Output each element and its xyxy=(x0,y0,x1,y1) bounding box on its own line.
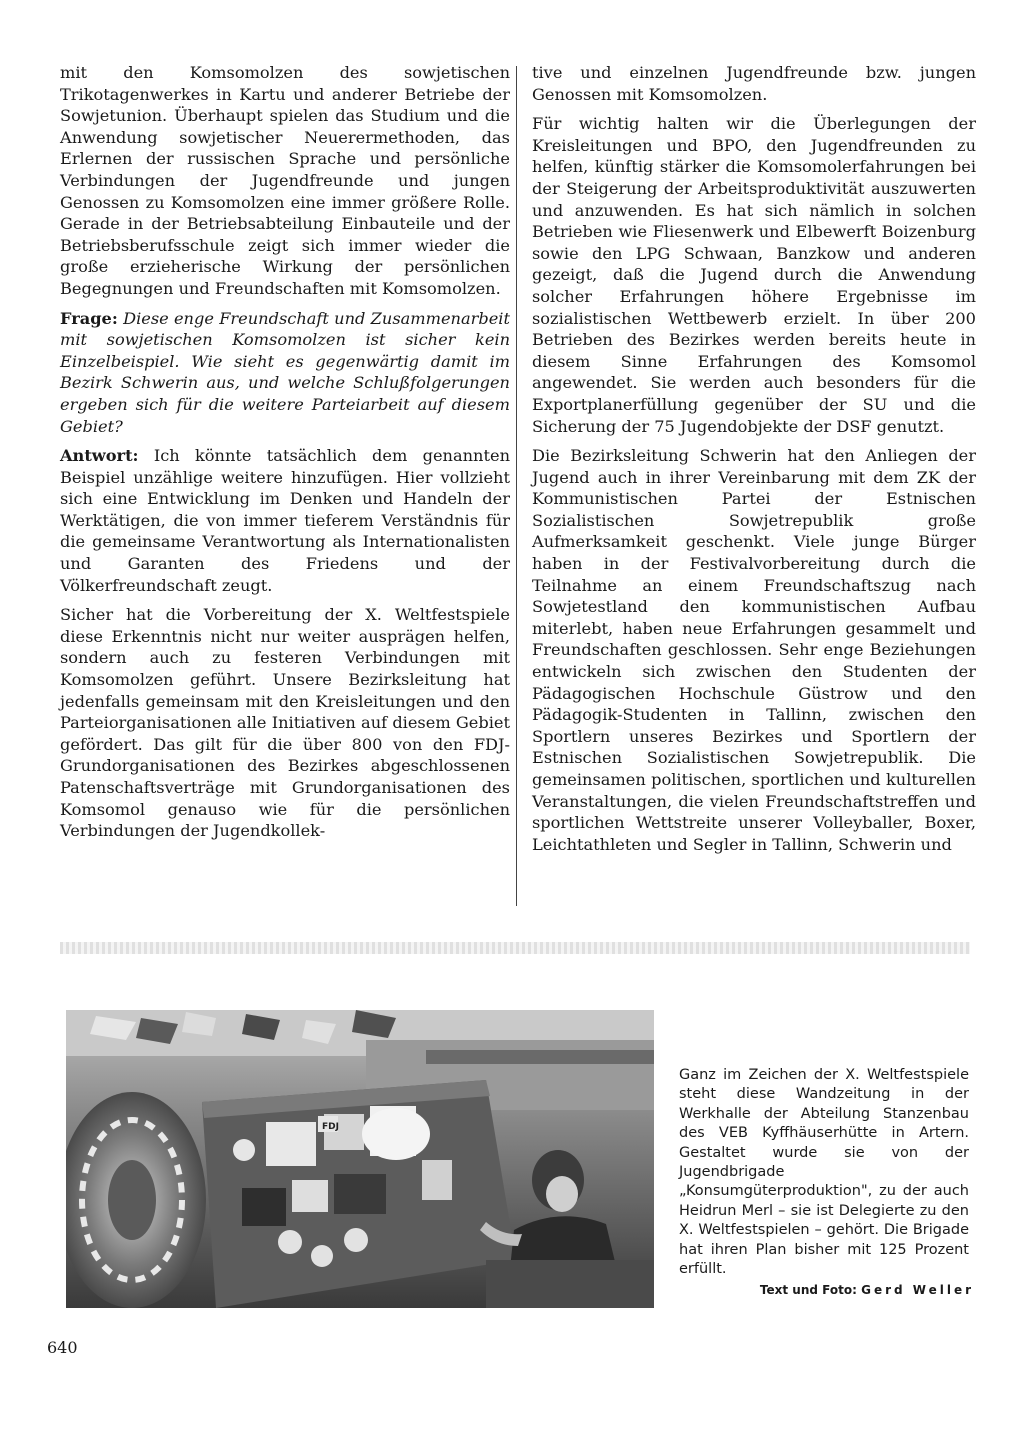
answer-text: Ich könnte tatsächlich dem genannten Beispiel unzählige weitere hinzufügen. Hier vollzieht sich eine Entwicklung im Denken und Handeln der Werktätigen, die von immer tieferem Verständnis für die gemeinsame Verantwortung als Internationalisten und Garanten des Friedens und der Völkerfreundschaft zeugt. xyxy=(60,446,510,595)
answer-paragraph xyxy=(60,445,510,596)
right-paragraph-1: tive und einzelnen Jugendfreunde bzw. jungen Genossen mit Komsomolzen. xyxy=(532,63,976,104)
answer-label: Antwort: xyxy=(60,446,139,466)
credit-label: Text und Foto: xyxy=(759,1283,857,1297)
board-label: FDJ xyxy=(322,1122,339,1132)
photo-caption: Ganz im Zeichen der X. Weltfestspiele steht diese Wandzeitung in der Werkhalle der Abteilung Stanzenbau des VEB Kyffhäuserhütte in Artern. Gestaltet wurde sie von der Jugendbrigade „Konsumgüterproduktion", zu der auch Heidrun Merl – sie ist Delegierte zu den X. Weltfestspielen – gehört. Die Brigade hat ihren Plan bisher mit 125 Prozent erfüllt. xyxy=(679,1067,969,1278)
question-paragraph xyxy=(60,308,510,438)
photo-wall-newspaper xyxy=(66,1010,654,1308)
photo-credit xyxy=(729,1283,974,1297)
page-number: 640 xyxy=(47,1338,78,1357)
photo-illustration xyxy=(66,1010,654,1308)
left-paragraph-1: mit den Komsomolzen des sowjetischen Trikotagenwerkes in Kartu und anderer Betriebe der Sowjetunion. Überhaupt spielen das Studium und die Anwendung sowjetischer Neuerermethoden, das Erlernen der russischen Sprache und persönliche Verbindungen der Jugendfreunde und jungen Genossen zu Komsomolzen eine immer größere Rolle. Gerade in der Betriebsabteilung Einbauteile und der Betriebsberufsschule zeigt sich immer wieder die große erzieherische Wirkung der persönlichen Begegnungen und Freundschaften mit Komsomolzen. xyxy=(60,63,510,298)
right-paragraph-2: Für wichtig halten wir die Überlegungen der Kreisleitungen und BPO, den Jugendfreunden zu helfen, künftig stärker die Komsomolerfahrungen bei der Steigerung der Arbeitsproduktivität auszuwerten und anzuwenden. Es hat sich nämlich in solchen Betrieben wie Fliesenwerk und Elbewerft Boizenburg sowie den LPG Schwaan, Banzkow und anderen gezeigt, daß die Jugend durch die Anwendung solcher Erfahrungen höhere Ergebnisse im sozialistischen Wettbewerb erzielt. In über 200 Betrieben des Bezirkes werden bereits heute in diesem Sinne Erfahrungen des Komsomol angewendet. Sie werden auch besonders für die Exportplanerfüllung gegenüber der SU und die Sicherung der 75 Jugendobjekte der DSF genutzt. xyxy=(532,114,976,436)
left-column xyxy=(60,62,510,850)
column-divider xyxy=(516,66,517,906)
section-separator xyxy=(60,942,970,954)
credit-name: Gerd Weller xyxy=(861,1283,974,1297)
right-paragraph-3: Die Bezirksleitung Schwerin hat den Anliegen der Jugend auch in ihrer Vereinbarung mit dem ZK der Kommunistischen Partei der Estnischen Sozialistischen Sowjetrepublik große Aufmerksamkeit geschenkt. Viele junge Bürger haben in der Festivalvorbereitung durch die Teilnahme an einem Freundschaftszug nach Sowjetestland den kommunistischen Aufbau miterlebt, haben neue Erfahrungen gesammelt und Freundschaften geschlossen. Sehr enge Beziehungen entwickeln sich zwischen den Studenten der Pädagogischen Hochschule Güstrow und den Pädagogik-Studenten in Tallinn, zwischen den Sportlern unseres Bezirkes und Sportlern der Estnischen Sozialistischen Sowjetrepublik. Die gemeinsamen politischen, sportlichen und kulturellen Veranstaltungen, die vielen Freundschaftstreffen und sportlichen Wettstreite unserer Volleyballer, Boxer, Leichtathleten und Segler in Tallinn, Schwerin und xyxy=(532,446,976,854)
question-text: Diese enge Freundschaft und Zusammenarbeit mit sowjetischen Komsomolzen ist sicher kein Einzelbeispiel. Wie sieht es gegenwärtig damit im Bezirk Schwerin aus, und welche Schlußfolgerungen ergeben sich für die weitere Parteiarbeit auf diesem Gebiet? xyxy=(60,308,510,436)
question-label: Frage: xyxy=(60,308,118,328)
left-paragraph-2: Sicher hat die Vorbereitung der X. Weltfestspiele diese Erkenntnis nicht nur weiter ausprägen helfen, sondern auch zu festeren Verbindungen mit Komsomolzen geführt. Unsere Bezirksleitung hat jedenfalls gemeinsam mit den Kreisleitungen und den Parteiorganisationen alle Initiativen auf diesem Gebiet gefördert. Das gilt für die über 800 von den FDJ-Grundorganisationen des Bezirkes abgeschlossenen Patenschaftsverträge mit Grundorganisationen des Komsomol genauso wie für die persönlichen Verbindungen der Jugendkollek- xyxy=(60,605,510,841)
right-column xyxy=(532,62,976,863)
